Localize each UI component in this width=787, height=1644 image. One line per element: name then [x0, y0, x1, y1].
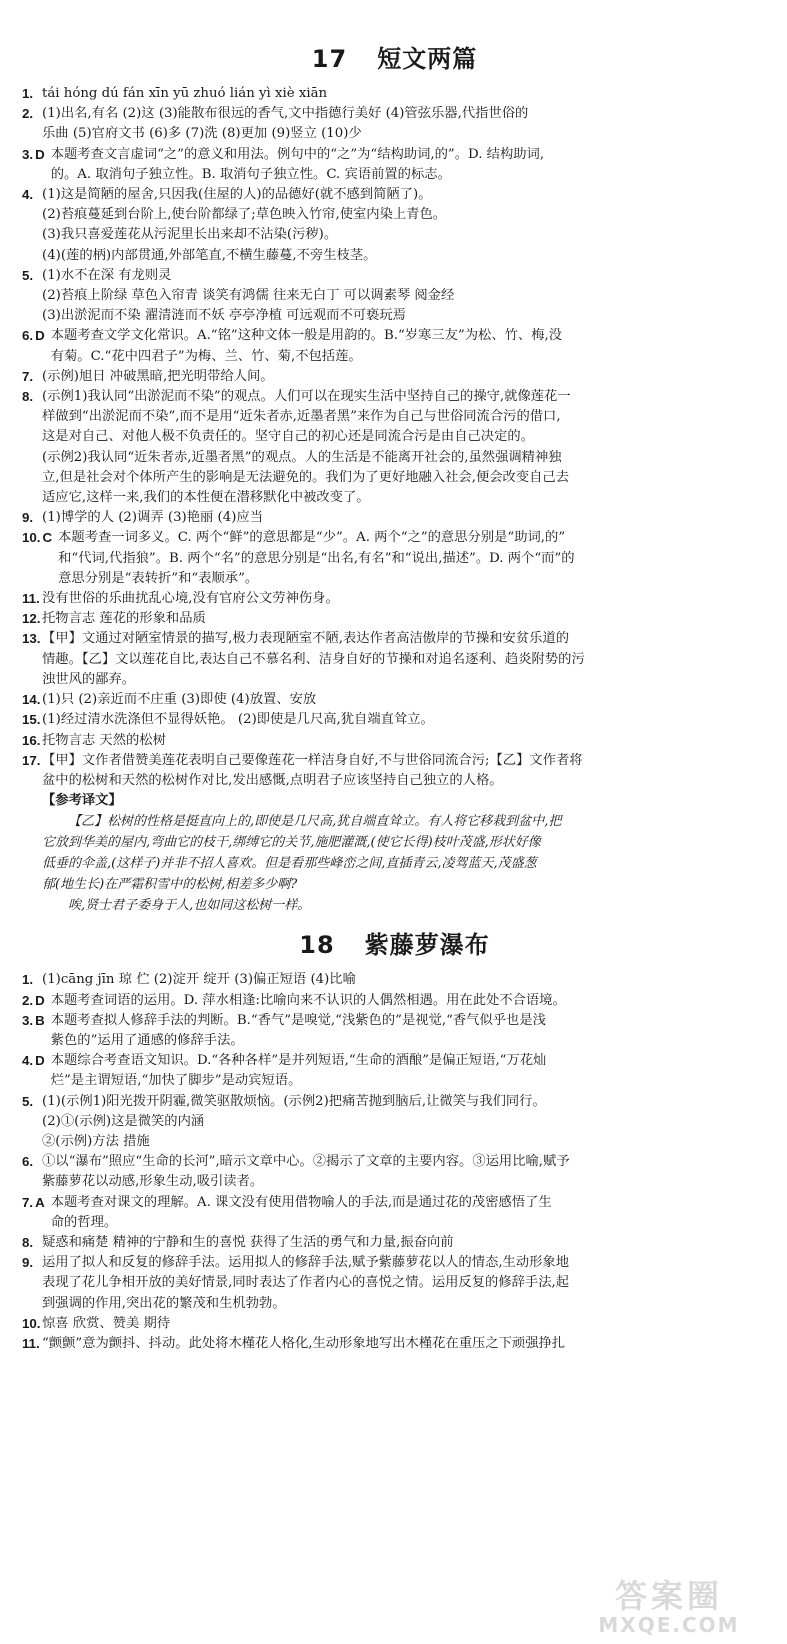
question-number: 2. [22, 106, 34, 122]
question-number: 1. [22, 86, 34, 101]
answer-line: (4)(莲的柄)内部贯通,外部笔直,不横生藤蔓,不旁生枝茎。 [42, 247, 377, 263]
answer-line: 本题考查文言虚词“之”的意义和用法。例句中的“之”为“结构助词,的”。D. 结构助词, [50, 146, 545, 162]
answer-line: (2)①(示例)这是微笑的内涵 [42, 1113, 205, 1129]
answer-item [22, 1253, 767, 1314]
answer-number [22, 508, 42, 528]
choice-letter: D [35, 328, 45, 344]
watermark-text: 答案圈 [614, 1577, 723, 1615]
answer-line: ①以“瀑布”照应“生命的长河”,暗示文章中心。②揭示了文章的主要内容。③运用比喻,赋予 [42, 1154, 570, 1170]
answer-number [22, 145, 51, 185]
answer-line: (1)只 (2)亲近而不庄重 (3)即使 (4)放置、安放 [42, 692, 317, 708]
answer-number [22, 528, 58, 589]
answer-line: 紫藤萝花以动感,形象生动,吸引读者。 [42, 1174, 264, 1190]
answer-text [42, 84, 767, 104]
answer-number [22, 1092, 42, 1153]
answer-line: 本题考查文学文化常识。A.“铭”这种文体一般是用韵的。B.“岁寒三友”为松、竹、梅,没 [50, 328, 563, 344]
answer-text [51, 1051, 767, 1091]
answer-text [42, 731, 767, 751]
answer-text [42, 609, 767, 629]
answer-text [42, 508, 767, 528]
answer-line: 立,但是社会对个体所产生的影响是无法避免的。我们为了更好地融入社会,便会改变自己去 [42, 469, 570, 485]
question-number: 9. [22, 510, 34, 526]
answer-line: 【甲】文通过对陋室情景的描写,极力表现陋室不陋,表达作者高洁傲岸的节操和安贫乐道的 [42, 631, 570, 647]
answer-line: (示例1)我认同“出淤泥而不染”的观点。人们可以在现实生活中坚持自己的操守,就像莲花一 [42, 389, 571, 405]
question-number: 1. [22, 972, 34, 988]
answer-line: (1)cāng jīn 琼 伫 (2)淀开 绽开 (3)偏正短语 (4)比喻 [42, 972, 356, 988]
answer-item [22, 1334, 767, 1354]
answer-number [22, 367, 42, 387]
answer-line: (1)出名,有名 (2)这 (3)能散布很远的香气,文中指德行美好 (4)管弦乐器,代指世俗的 [42, 106, 529, 122]
choice-letter: C [42, 530, 53, 546]
answer-line: 浊世风的鄙弃。 [42, 671, 136, 687]
answer-line: (1)经过清水洗涤但不显得妖艳。 (2)即使是几尺高,犹自端直耸立。 [42, 712, 434, 728]
answer-line: 托物言志 天然的松树 [42, 732, 166, 748]
question-number: 11. [22, 1335, 40, 1351]
answer-item [22, 84, 767, 104]
answer-line: 托物言志 莲花的形象和品质 [42, 611, 206, 627]
question-number: 10. [22, 1315, 41, 1331]
answer-text [42, 1253, 767, 1314]
answer-item [22, 367, 767, 387]
answer-line: 命的哲理。 [50, 1214, 118, 1230]
answer-line: (示例2)我认同“近朱者赤,近墨者黑”的观点。人的生活是不能离开社会的,虽然强调精神独 [42, 449, 562, 465]
section-number: 17 [311, 45, 348, 73]
answer-number [22, 185, 42, 266]
answer-number [22, 1152, 42, 1192]
answer-item [22, 629, 767, 690]
answer-text [42, 710, 767, 730]
answer-item [22, 326, 767, 366]
answer-number [22, 1233, 42, 1253]
answer-text [51, 145, 767, 185]
answer-text [42, 589, 767, 609]
answer-line: 情趣。【乙】文以莲花自比,表达自己不慕名利、洁身自好的节操和对追名逐利、趋炎附势的污 [42, 651, 585, 667]
watermark-logo [569, 1578, 769, 1638]
answer-text [42, 266, 767, 327]
answer-number [22, 1334, 42, 1354]
answer-item [22, 1233, 767, 1253]
answer-text [42, 751, 767, 791]
answer-line: 适应它,这样一来,我们的本性便在潜移默化中被改变了。 [42, 490, 370, 506]
question-number: 15. [22, 712, 41, 728]
answer-text [42, 1314, 767, 1334]
answer-item [22, 266, 767, 327]
answer-item [22, 970, 767, 990]
answer-text [42, 690, 767, 710]
answer-line: 这是对自己、对他人极不负责任的。坚守自己的初心还是同流合污是由自己决定的。 [42, 429, 534, 445]
answer-line: 本题考查词语的运用。D. 萍水相逢:比喻向来不认识的人偶然相遇。用在此处不合语境。 [50, 992, 566, 1008]
answer-number [22, 690, 42, 710]
answer-text [51, 1193, 767, 1233]
answer-item [22, 185, 767, 266]
answer-text [58, 528, 767, 589]
answer-number [22, 1253, 42, 1314]
answer-number [22, 629, 42, 690]
answer-item [22, 1314, 767, 1334]
choice-letter: D [35, 992, 45, 1008]
answer-line: 和“代词,代指狼”。B. 两个“名”的意思分别是“出名,有名”和“说出,描述”。D. 两个“而”的 [58, 550, 575, 566]
section-17-title [22, 44, 767, 74]
answer-text [51, 326, 767, 366]
answer-item [22, 1092, 767, 1153]
question-number: 6. [22, 1154, 34, 1170]
answer-line: 的。A. 取消句子独立性。B. 取消句子独立性。C. 宾语前置的标志。 [50, 166, 451, 182]
answer-item [22, 1152, 767, 1192]
answer-line: (3)我只喜爱莲花从污泥里长出来却不沾染(污秽)。 [42, 227, 338, 243]
answer-line: 运用了拟人和反复的修辞手法。运用拟人的修辞手法,赋予紫藤萝花以人的情态,生动形象地 [42, 1255, 570, 1271]
question-number: 16. [22, 732, 41, 748]
answer-line: 乐曲 (5)官府文书 (6)多 (7)洗 (8)更加 (9)竖立 (10)少 [42, 126, 362, 142]
question-number: 5. [22, 267, 34, 283]
answer-number [22, 266, 42, 327]
answer-line: (3)出淤泥而不染 濯清涟而不妖 亭亭净植 可远观而不可亵玩焉 [42, 308, 406, 324]
answer-line: (2)苔痕上阶绿 草色入帘青 谈笑有鸿儒 往来无白丁 可以调素琴 阅金经 [42, 288, 455, 304]
watermark-url: MXQE.COM [598, 1613, 740, 1637]
answer-line: 疑惑和痛楚 精神的宁静和生的喜悦 获得了生活的勇气和力量,振奋向前 [42, 1234, 454, 1250]
answer-line: 到强调的作用,突出花的繁茂和生机勃勃。 [42, 1295, 286, 1311]
answer-text [42, 1092, 767, 1153]
section-17-answers [22, 84, 767, 791]
answer-line: 【甲】文作者借赞美莲花表明自己要像莲花一样洁身自好,不与世俗同流合污;【乙】文作者将 [42, 752, 583, 768]
answer-number [22, 1051, 51, 1091]
answer-line: 烂”是主谓短语,“加快了脚步”是动宾短语。 [50, 1073, 302, 1089]
question-number: 8. [22, 1234, 34, 1250]
section-18-answers [22, 970, 767, 1354]
answer-item [22, 528, 767, 589]
answer-number [22, 731, 42, 751]
answer-item [22, 751, 767, 791]
reference-line: 郁(地生长)在严霜积雪中的松树,相差多少啊? [42, 877, 298, 893]
answer-line: 表现了花儿争相开放的美好情景,同时表达了作者内心的喜悦之情。运用反复的修辞手法,起 [42, 1275, 570, 1291]
answer-item [22, 589, 767, 609]
answer-line: tái hóng dú fán xīn yū zhuó lián yì xiè xiān [42, 86, 328, 101]
answer-line: 惊喜 欣赏、赞美 期待 [42, 1315, 171, 1331]
choice-letter: D [35, 146, 45, 162]
question-number: 4. [22, 1053, 34, 1069]
answer-line: (1)水不在深 有龙则灵 [42, 267, 172, 283]
answer-number [22, 1314, 42, 1334]
choice-letter: A [35, 1194, 45, 1210]
section-title-text: 短文两篇 [377, 45, 478, 73]
answer-line: (示例)旭日 冲破黑暗,把光明带给人间。 [42, 368, 274, 384]
answer-line: 本题考查一词多义。C. 两个“鲜”的意思都是“少”。A. 两个“之”的意思分别是“助词,的” [58, 530, 566, 546]
choice-letter: D [35, 1053, 45, 1069]
answer-item [22, 710, 767, 730]
question-number: 7. [22, 1194, 34, 1210]
question-number: 8. [22, 389, 34, 405]
answer-line: (1)这是简陋的屋舍,只因我(住屋的人)的品德好(就不感到简陋了)。 [42, 187, 432, 203]
answer-line: (2)苔痕蔓延到台阶上,使台阶都绿了;草色映入竹帘,使室内染上青色。 [42, 207, 447, 223]
question-number: 2. [22, 992, 34, 1008]
reference-line: 唉,贤士君子委身于人,也如同这松树一样。 [68, 898, 311, 914]
answer-number [22, 710, 42, 730]
answer-number [22, 609, 42, 629]
answer-text [42, 367, 767, 387]
answer-number [22, 104, 42, 144]
answer-text [42, 629, 767, 690]
answer-line: 本题综合考查语文知识。D.“各种各样”是并列短语,“生命的酒酿”是偏正短语,“万花灿 [50, 1053, 547, 1069]
answer-line: 本题考查拟人修辞手法的判断。B.“香气”是嗅觉,“浅紫色的”是视觉,“香气似乎也是浅 [50, 1012, 546, 1028]
answer-number [22, 1193, 51, 1233]
answer-text [42, 970, 767, 990]
answer-line: 意思分别是“表转折”和“表顺承”。 [58, 570, 259, 586]
answer-text [42, 185, 767, 266]
answer-line: 没有世俗的乐曲扰乱心境,没有官府公文劳神伤身。 [42, 591, 339, 607]
reference-line: 低垂的伞盖,(这样子)并非不招人喜欢。但是看那些峰峦之间,直插青云,凌驾蓝天,茂盛葱 [42, 856, 537, 872]
answer-item [22, 1193, 767, 1233]
answer-line: 盆中的松树和天然的松树作对比,发出感慨,点明君子应该坚持自己独立的人格。 [42, 772, 503, 788]
answer-text [42, 1152, 767, 1192]
question-number: 5. [22, 1093, 34, 1109]
question-number: 14. [22, 692, 41, 708]
reference-line: 【乙】松树的性格是挺直向上的,即使是几尺高,犹自端直耸立。有人将它移栽到盆中,把 [68, 814, 562, 830]
answer-item [22, 1011, 767, 1051]
section-18-title [22, 930, 767, 960]
section-title-text: 紫藤萝瀑布 [364, 931, 490, 960]
answer-text [51, 1011, 767, 1051]
answer-page [0, 44, 767, 1354]
answer-number [22, 1011, 51, 1051]
question-number: 4. [22, 187, 34, 203]
answer-line: 样做到“出淤泥而不染”,而不是用“近朱者赤,近墨者黑”来作为自己与世俗同流合污的借口, [42, 409, 561, 425]
answer-number [22, 387, 42, 508]
answer-item [22, 690, 767, 710]
section-number: 18 [299, 931, 335, 960]
answer-text [42, 387, 767, 508]
answer-item [22, 145, 767, 185]
answer-item [22, 104, 767, 144]
question-number: 3. [22, 1012, 34, 1028]
question-number: 10. [22, 530, 41, 546]
answer-number [22, 84, 42, 104]
answer-number [22, 326, 51, 366]
answer-line: 本题考查对课文的理解。A. 课文没有使用借物喻人的手法,而是通过花的茂密感悟了生 [50, 1194, 552, 1210]
answer-line: 紫色的”运用了通感的修辞手法。 [50, 1032, 244, 1048]
question-number: 6. [22, 328, 34, 344]
question-number: 13. [22, 631, 41, 647]
answer-line: (1)博学的人 (2)调弄 (3)艳丽 (4)应当 [42, 510, 263, 526]
answer-line: 有菊。C.“花中四君子”为梅、兰、竹、菊,不包括莲。 [50, 348, 362, 364]
answer-item [22, 508, 767, 528]
answer-item [22, 387, 767, 508]
answer-item [22, 991, 767, 1011]
answer-number [22, 589, 42, 609]
answer-item [22, 609, 767, 629]
reference-line: 它放到华美的屋内,弯曲它的枝干,绑缚它的关节,施肥灌溉,(使它长得)枝叶茂盛,形状好像 [42, 835, 541, 851]
answer-text [42, 1233, 767, 1253]
reference-heading: 【参考译文】 [42, 793, 122, 809]
question-number: 11. [22, 591, 40, 607]
question-number: 12. [22, 611, 41, 627]
answer-line: (1)(示例1)阳光拨开阴霾,微笑驱散烦恼。(示例2)把痛苦抛到脑后,让微笑与我们同行。 [42, 1093, 546, 1109]
question-number: 3. [22, 146, 34, 162]
answer-number [22, 991, 51, 1011]
answer-item [22, 731, 767, 751]
question-number: 9. [22, 1255, 34, 1271]
answer-item [22, 1051, 767, 1091]
answer-number [22, 970, 42, 990]
question-number: 7. [22, 368, 34, 384]
answer-text [42, 1334, 767, 1354]
reference-translation [42, 811, 767, 916]
answer-line: “颤颤”意为颤抖、抖动。此处将木槿花人格化,生动形象地写出木槿花在重压之下顽强挣扎 [42, 1335, 566, 1351]
question-number: 17. [22, 752, 41, 768]
answer-text [51, 991, 767, 1011]
answer-text [42, 104, 767, 144]
answer-number [22, 751, 42, 791]
choice-letter: B [35, 1012, 45, 1028]
answer-line: ②(示例)方法 措施 [42, 1133, 150, 1149]
